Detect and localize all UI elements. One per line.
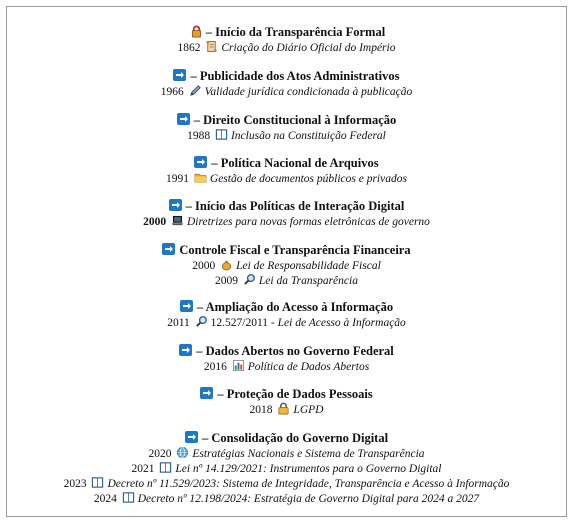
entry-year: 1988 [187,130,211,142]
entry-description: Lei de Responsabilidade Fiscal [236,260,381,272]
magnifier-icon [195,315,208,328]
globe-icon [176,446,189,459]
section-title: – Início das Políticas de Interação Digital [185,199,405,213]
pen-icon [189,84,202,97]
entry-description: Lei de Acesso à Informação [277,317,406,329]
entry-year: 2009 [215,275,239,287]
section-title: – Política Nacional de Arquivos [211,156,379,170]
arrow-right-icon [169,199,182,211]
entry-description: LGPD [293,404,324,416]
section-heading [7,387,566,402]
arrow-right-icon [173,69,186,81]
section-title: Controle Fiscal e Transparência Financeira [179,243,411,257]
section-heading [7,25,566,40]
book-icon [91,476,104,489]
section-title: – Início da Transparência Formal [205,25,386,39]
book-icon [122,491,135,504]
timeline-entry [7,273,566,288]
section-title: – Proteção de Dados Pessoais [217,387,373,401]
entry-description: Decreto nº 12.198/2024: Estratégia de Governo Digital para 2024 a 2027 [137,493,480,505]
magnifier-icon [243,273,256,286]
timeline-entry [7,214,566,229]
entry-description: Lei da Transparência [258,275,358,287]
section-title: – Ampliação do Acesso à Informação [196,300,394,314]
section-title: – Dados Abertos no Governo Federal [196,344,394,358]
arrow-right-icon [180,300,193,312]
entry-year: 2016 [203,361,227,373]
entry-year: 2018 [249,404,273,416]
timeline-entry [7,84,566,99]
entry-description: Validade jurídica condicionada à publicação [204,86,413,98]
timeline-entry [7,171,566,186]
timeline-frame [6,6,567,517]
section-heading [7,69,566,84]
entry-year: 2011 [167,317,190,329]
entry-description: Decreto nº 11.529/2023: Sistema de Integridade, Transparência e Acesso à Informação [107,478,510,490]
entry-description: Criação do Diário Oficial do Império [221,42,396,54]
entry-year: 1966 [160,86,184,98]
arrow-right-icon [185,431,198,443]
lock-icon [190,25,203,38]
money-bag-icon [220,258,233,271]
timeline-section [7,113,566,143]
entry-year: 2024 [93,493,117,505]
section-heading [7,243,566,258]
section-heading [7,431,566,446]
timeline-entry [7,461,566,476]
arrow-right-icon [194,156,207,168]
section-heading [7,300,566,315]
laptop-icon [171,214,184,227]
book-icon [215,128,228,141]
entry-year: 2000 [192,260,216,272]
bar-chart-icon [232,359,245,372]
timeline-section [7,25,566,55]
section-title: – Direito Constitucional à Informação [193,113,397,127]
timeline-entry [7,402,566,417]
entry-description: Inclusão na Constituição Federal [230,130,386,142]
entry-year: 2021 [131,463,155,475]
timeline-entry [7,476,566,491]
padlock-icon [277,402,290,415]
book-icon [159,461,172,474]
section-heading [7,156,566,171]
timeline-section [7,199,566,229]
entry-description: Diretrizes para novas formas eletrônicas de governo [186,216,430,228]
law-number: 12.527/2011 - [210,317,278,329]
timeline-section [7,344,566,374]
arrow-right-icon [177,113,190,125]
timeline-section [7,156,566,186]
timeline-entry [7,446,566,461]
timeline-section [7,300,566,330]
entry-year: 2020 [148,448,172,460]
timeline-section [7,69,566,99]
entry-year: 2000 [143,216,167,228]
entry-description: Política de Dados Abertos [247,361,370,373]
timeline-section [7,387,566,417]
scroll-icon [205,40,218,53]
entry-year: 1862 [177,42,201,54]
arrow-right-icon [200,387,213,399]
timeline-entry [7,491,566,506]
arrow-right-icon [179,344,192,356]
arrow-right-icon [162,243,175,255]
timeline-entry [7,258,566,273]
entry-description: Gestão de documentos públicos e privados [209,173,407,185]
section-title: – Consolidação do Governo Digital [201,431,389,445]
timeline-section [7,243,566,288]
folder-icon [194,171,207,184]
entry-year: 1991 [166,173,190,185]
section-heading [7,344,566,359]
timeline-entry [7,359,566,374]
entry-year: 2023 [63,478,87,490]
timeline-entry [7,40,566,55]
section-heading [7,113,566,128]
entry-description: Lei nº 14.129/2021: Instrumentos para o Governo Digital [175,463,442,475]
timeline-entry [7,315,566,330]
section-heading [7,199,566,214]
section-title: – Publicidade dos Atos Administrativos [190,69,400,83]
timeline-entry [7,128,566,143]
timeline-section [7,431,566,506]
entry-description: Estratégias Nacionais e Sistema de Transparência [192,448,425,460]
